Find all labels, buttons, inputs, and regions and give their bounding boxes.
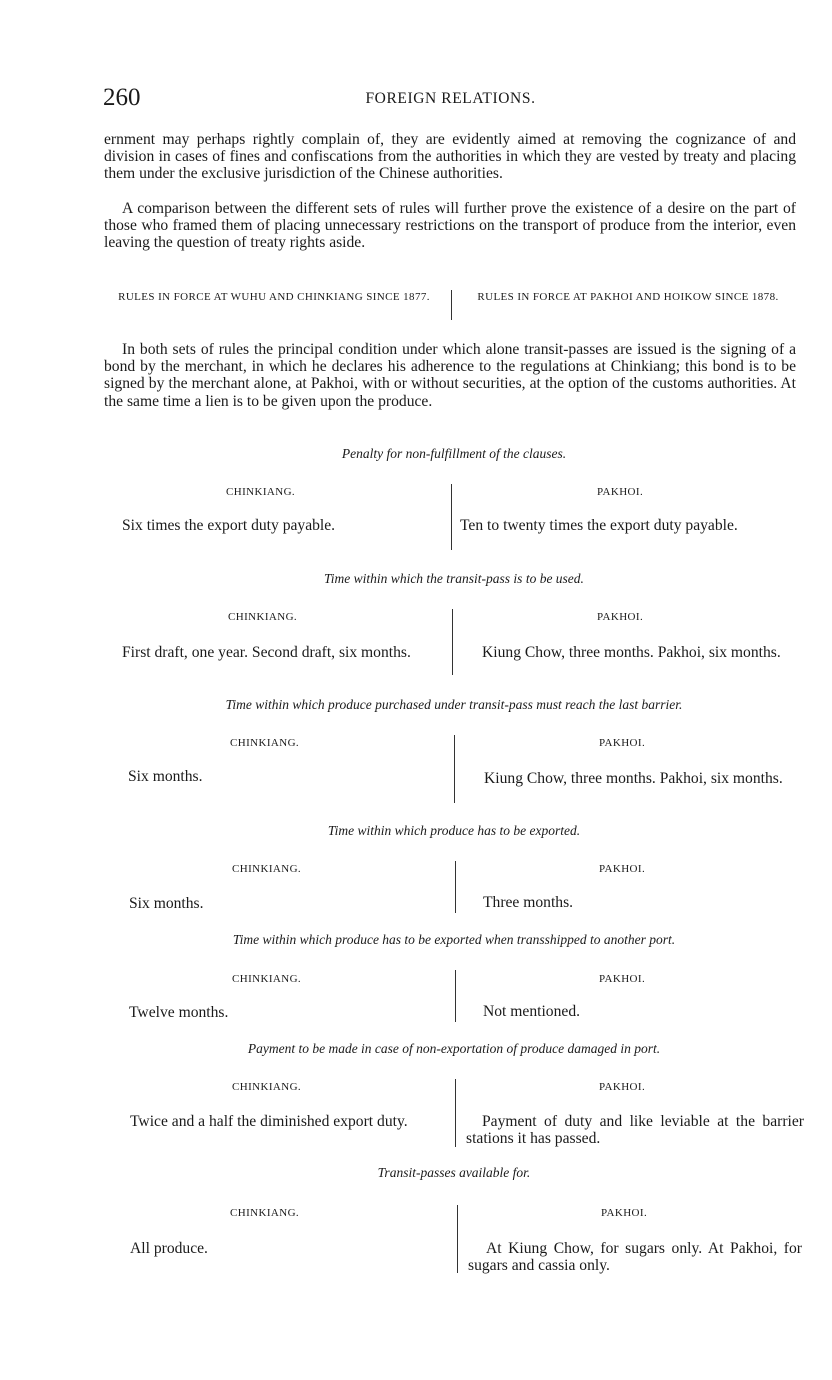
page-number: 260 — [103, 84, 141, 111]
column-head-pakhoi: PAKHOI. — [599, 737, 646, 749]
rules-divider — [451, 290, 452, 320]
chinkiang-text: Six months. — [129, 895, 204, 912]
column-head-pakhoi: PAKHOI. — [601, 1207, 648, 1219]
column-head-chinkiang: CHINKIANG. — [232, 1081, 302, 1093]
section-title: Penalty for non-fulfillment of the clauses. — [341, 446, 567, 461]
pakhoi-text — [466, 1113, 804, 1147]
rules-heading-pakhoi: RULES IN FORCE AT PAKHOI AND HOIKOW SINCE 1878. — [477, 291, 779, 303]
chinkiang-text — [104, 644, 442, 661]
chinkiang-text: All produce. — [130, 1240, 208, 1257]
column-head-pakhoi: PAKHOI. — [599, 863, 646, 875]
column-head-chinkiang: CHINKIANG. — [230, 737, 300, 749]
column-divider — [457, 1205, 458, 1273]
pakhoi-text: Not mentioned. — [483, 1003, 581, 1020]
section-title: Time within which produce has to be exported when transshipped to another port. — [232, 932, 676, 947]
column-divider — [455, 861, 456, 913]
column-head-chinkiang: CHINKIANG. — [226, 486, 296, 498]
paragraph-intro: In both sets of rules the principal condition under which alone transit-passes are issued is the signing of a bond by the merchant, in which he declares his adherence to the regulations at Chinkiang; this bond is to be signed by the merchant alone, at Pakhoi, with or without securities, at the option of the customs authorities. At the same time a lien is to be given upon the produce. — [104, 341, 796, 410]
section-transit-pass-use — [104, 571, 804, 681]
section-title: Time within which the transit-pass is to be used. — [324, 571, 584, 586]
pakhoi-text: Three months. — [483, 894, 574, 911]
chinkiang-text-inner: Twice and a half the diminished export duty. — [130, 1113, 408, 1130]
pakhoi-text-inner: Payment of duty and like leviable at the barrier stations it has passed. — [466, 1113, 804, 1147]
pakhoi-text-inner: Kiung Chow, three months. Pakhoi, six months. — [484, 770, 783, 787]
section-available-for — [104, 1165, 804, 1277]
column-head-chinkiang: CHINKIANG. — [228, 611, 298, 623]
column-divider — [452, 609, 453, 675]
column-head-pakhoi: PAKHOI. — [599, 973, 646, 985]
section-title: Transit-passes available for. — [377, 1165, 531, 1180]
chinkiang-text: Six times the export duty payable. — [122, 517, 336, 534]
section-export-time — [104, 823, 804, 923]
pakhoi-text — [468, 1240, 802, 1274]
pakhoi-text: Ten to twenty times the export duty payable. — [460, 517, 738, 534]
section-title: Time within which produce has to be exported. — [327, 823, 581, 838]
chinkiang-text: Twelve months. — [129, 1004, 229, 1021]
pakhoi-text — [458, 644, 796, 661]
column-head-chinkiang: CHINKIANG. — [232, 863, 302, 875]
running-head: FOREIGN RELATIONS. — [365, 90, 536, 107]
section-last-barrier — [104, 697, 804, 807]
pakhoi-text-inner: Kiung Chow, three months. Pakhoi, six months. — [482, 644, 781, 661]
column-head-pakhoi: PAKHOI. — [599, 1081, 646, 1093]
pakhoi-text — [460, 770, 800, 787]
section-title: Time within which produce purchased under transit-pass must reach the last barrier. — [225, 697, 683, 712]
paragraph-comparison: A comparison between the different sets of rules will further prove the existence of a desire on the part of those who framed them of placing unnecessary restrictions on the transport of produce from the interior, even leaving the question of treaty rights aside. — [104, 200, 796, 252]
column-divider — [455, 970, 456, 1022]
section-penalty — [104, 446, 804, 556]
column-divider — [455, 1079, 456, 1147]
chinkiang-text: Six months. — [128, 768, 203, 785]
section-damaged-produce — [104, 1041, 804, 1151]
section-transshipped — [104, 932, 804, 1032]
rules-heading-wuhu: RULES IN FORCE AT WUHU AND CHINKIANG SINCE 1877. — [118, 291, 430, 303]
paragraph-continuation: ernment may perhaps rightly complain of, they are evidently aimed at removing the cognizance of and division in cases of fines and confiscations from the authorities in which they are vested by treaty and placing them under the exclusive jurisdiction of the Chinese authorities. — [104, 131, 796, 183]
chinkiang-text-inner: First draft, one year. Second draft, six months. — [122, 644, 411, 661]
column-head-pakhoi: PAKHOI. — [597, 611, 644, 623]
column-divider — [454, 735, 455, 803]
column-head-chinkiang: CHINKIANG. — [230, 1207, 300, 1219]
column-head-chinkiang: CHINKIANG. — [232, 973, 302, 985]
page-header — [103, 84, 798, 114]
section-title: Payment to be made in case of non-exportation of produce damaged in port. — [247, 1041, 661, 1056]
pakhoi-text-inner: At Kiung Chow, for sugars only. At Pakhoi, for sugars and cassia only. — [468, 1240, 802, 1274]
column-divider — [451, 484, 452, 550]
chinkiang-text — [112, 1113, 448, 1130]
column-head-pakhoi: PAKHOI. — [597, 486, 644, 498]
